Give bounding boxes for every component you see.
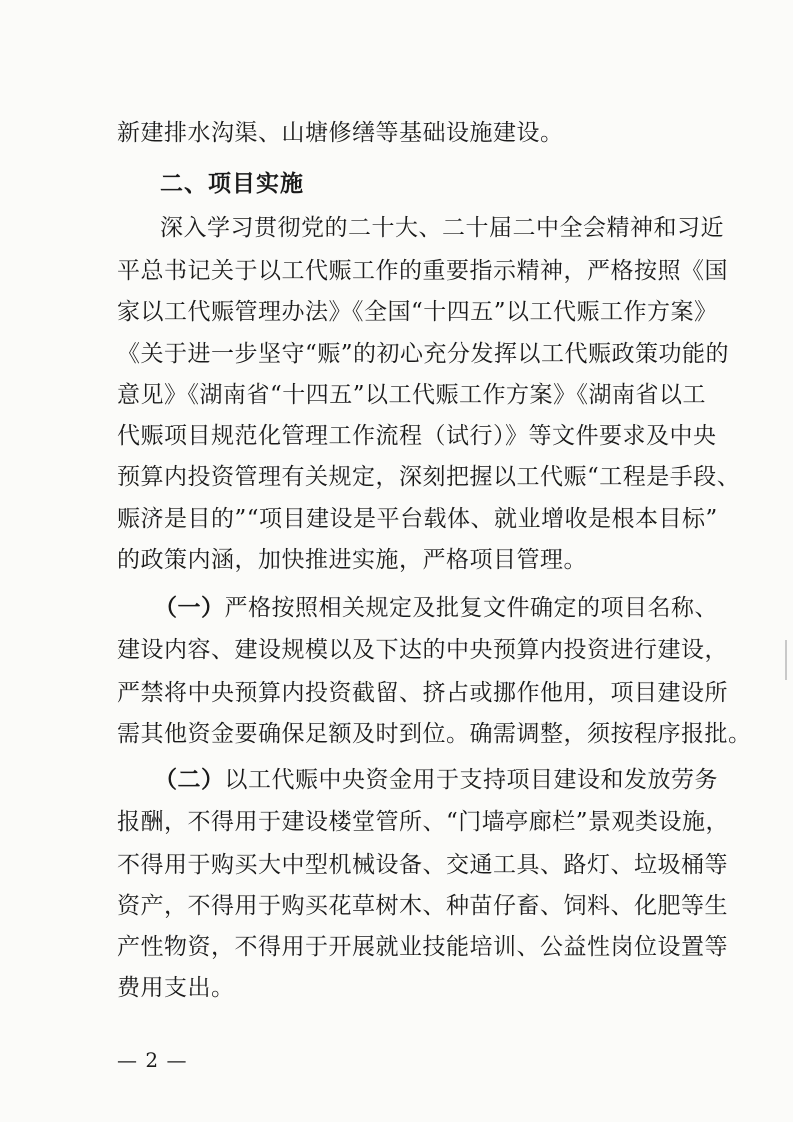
section-heading: 二、项目实施	[160, 171, 304, 197]
paragraph-line: 预算内投资管理有关规定，深刻把握以工代赈“工程是手段、	[117, 464, 741, 490]
subsection-line	[154, 593, 718, 623]
paragraph-line: 新建排水沟渠、山塘修缮等基础设施建设。	[117, 120, 564, 146]
paragraph-line: 产性物资，不得用于开展就业技能培训、公益性岗位设置等	[117, 934, 728, 960]
subsection-text: 以工代赈中央资金用于支持项目建设和发放劳务	[224, 767, 718, 793]
subsection-text: 严格按照相关规定及批复文件确定的项目名称、	[224, 595, 718, 621]
paragraph-line: 代赈项目规范化管理工作流程（试行）》等文件要求及中央	[117, 423, 717, 449]
paragraph-line: 平总书记关于以工代赈工作的重要指示精神，严格按照《国	[117, 258, 728, 284]
paragraph-line: 严禁将中央预算内投资截留、挤占或挪作他用，项目建设所	[117, 680, 728, 706]
paragraph-line: 赈济是目的”“项目建设是平台载体、就业增收是根本目标”	[117, 506, 718, 532]
paragraph-line: 建设内容、建设规模以及下达的中央预算内投资进行建设，	[117, 637, 728, 663]
paragraph-line: 家以工代赈管理办法》《全国“十四五”以工代赈工作方案》	[117, 299, 718, 325]
paragraph-line: 意见》《湖南省“十四五”以工代赈工作方案》《湖南省以工	[117, 382, 707, 408]
scan-edge-mark	[785, 640, 787, 680]
subsection-marker: （二）	[154, 767, 225, 793]
subsection-marker: （一）	[154, 595, 225, 621]
paragraph-line: 《关于进一步坚守“赈”的初心充分发挥以工代赈政策功能的	[117, 341, 730, 367]
paragraph-line: 费用支出。	[117, 975, 235, 1001]
paragraph-line: 需其他资金要确保足额及时到位。确需调整，须按程序报批。	[117, 721, 752, 747]
paragraph-line: 深入学习贯彻党的二十大、二十届二中全会精神和习近	[160, 215, 724, 241]
paragraph-line: 报酬，不得用于建设楼堂管所、“门墙亭廊栏”景观类设施，	[117, 809, 730, 835]
paragraph-line: 的政策内涵，加快推进实施，严格项目管理。	[117, 547, 587, 573]
page-number: — 2 —	[117, 1048, 188, 1072]
paragraph-line: 不得用于购买大中型机械设备、交通工具、路灯、垃圾桶等	[117, 852, 728, 878]
subsection-line	[154, 765, 718, 795]
paragraph-line: 资产，不得用于购买花草树木、种苗仔畜、饲料、化肥等生	[117, 893, 728, 919]
